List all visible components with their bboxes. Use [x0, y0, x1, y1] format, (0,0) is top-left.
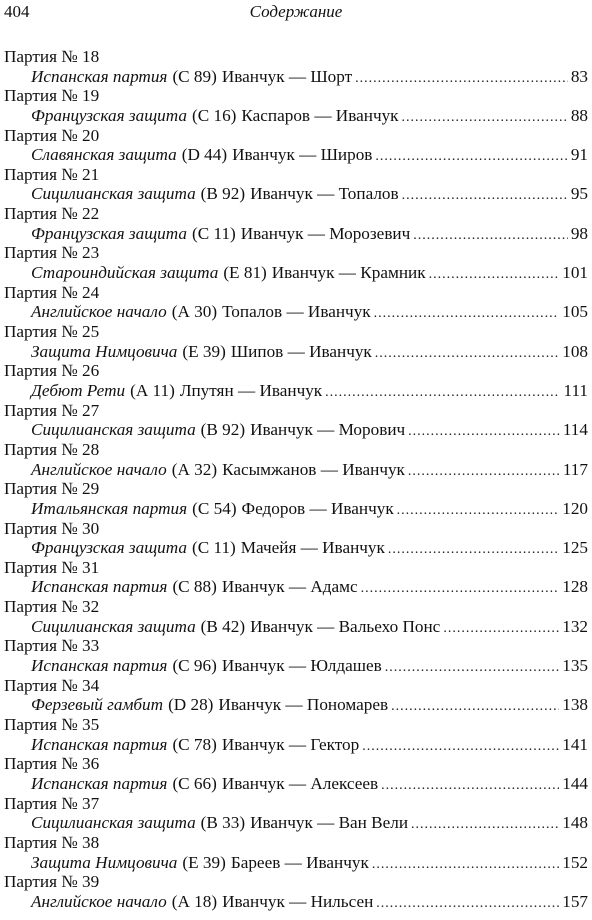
opening-name: Французская защита [31, 105, 187, 125]
toc-entry [4, 47, 588, 86]
game-number: Партия № 19 [4, 86, 100, 106]
game-details [4, 735, 588, 755]
players: Иванчук — Гектор [221, 734, 360, 754]
dot-leader [376, 894, 559, 914]
page-reference: 132 [562, 616, 588, 636]
dot-leader [408, 422, 560, 442]
opening-name: Испанская партия [31, 773, 168, 793]
eco-code: (С 54) [192, 498, 237, 518]
game-details [4, 813, 588, 833]
toc-entry [4, 597, 588, 636]
game-number: Партия № 23 [4, 243, 100, 263]
eco-code: (D 44) [181, 145, 228, 165]
toc-entry [4, 519, 588, 558]
eco-code: (С 11) [192, 223, 236, 243]
dot-leader [388, 540, 559, 560]
game-details [4, 617, 588, 637]
players: Иванчук — Нильсен [222, 891, 374, 911]
game-number: Партия № 36 [4, 754, 100, 774]
game-number: Партия № 34 [4, 675, 100, 695]
page-reference: 148 [562, 813, 588, 833]
game-number: Партия № 18 [4, 47, 100, 66]
players: Касымжанов — Иванчук [222, 459, 405, 479]
dot-leader [355, 69, 568, 89]
players: Иванчук — Вальехо Понс [250, 616, 441, 636]
players: Иванчук — Адамс [221, 577, 358, 597]
toc-entry [4, 361, 588, 400]
players: Иванчук — Морозевич [240, 223, 411, 243]
game-details [4, 106, 588, 126]
page-reference: 114 [562, 420, 588, 440]
toc-entry [4, 872, 588, 911]
game-number: Партия № 30 [4, 518, 100, 538]
opening-name: Французская защита [31, 223, 187, 243]
page-reference: 135 [562, 656, 588, 676]
game-details [4, 460, 588, 480]
dot-leader [362, 737, 559, 757]
game-number: Партия № 33 [4, 636, 100, 656]
dot-leader [411, 815, 559, 835]
players: Лпутян — Иванчук [179, 380, 323, 400]
opening-name: Защита Нимцовича [31, 852, 178, 872]
page-reference: 111 [563, 380, 588, 400]
page-number: 404 [4, 2, 30, 21]
toc-entry [4, 715, 588, 754]
game-number: Партия № 20 [4, 125, 100, 145]
toc-entry [4, 558, 588, 597]
game-details [4, 577, 588, 597]
dot-leader [397, 501, 560, 521]
opening-name: Сицилианская защита [31, 184, 196, 204]
page-reference: 152 [562, 852, 588, 872]
players: Иванчук — Ван Вели [250, 813, 409, 833]
players: Иванчук — Шорт [221, 66, 353, 86]
players: Топалов — Иванчук [222, 302, 371, 322]
dot-leader [402, 186, 568, 206]
toc-entry [4, 794, 588, 833]
players: Иванчук — Морович [250, 420, 406, 440]
game-number: Партия № 38 [4, 832, 100, 852]
eco-code: (А 11) [130, 380, 175, 400]
game-details [4, 695, 588, 715]
eco-code: (С 78) [172, 734, 217, 754]
toc-entry [4, 322, 588, 361]
eco-code: (Е 39) [182, 341, 226, 361]
toc-entry [4, 283, 588, 322]
eco-code: (В 42) [200, 616, 246, 636]
dot-leader [413, 226, 568, 246]
game-details [4, 145, 588, 165]
game-details [4, 263, 588, 283]
eco-code: (С 88) [172, 577, 217, 597]
toc-entry [4, 440, 588, 479]
players: Бареев — Иванчук [230, 852, 369, 872]
game-details [4, 420, 588, 440]
opening-name: Испанская партия [31, 577, 168, 597]
game-details [4, 656, 588, 676]
dot-leader [372, 855, 559, 875]
opening-name: Испанская партия [31, 656, 168, 676]
opening-name: Сицилианская защита [31, 813, 196, 833]
toc-entry [4, 754, 588, 793]
eco-code: (С 89) [172, 66, 217, 86]
eco-code: (Е 39) [182, 852, 226, 872]
dot-leader [325, 383, 560, 403]
game-number: Партия № 24 [4, 282, 100, 302]
game-number: Партия № 21 [4, 164, 100, 184]
game-details [4, 67, 588, 87]
players: Иванчук — Топалов [250, 184, 399, 204]
dot-leader [361, 579, 560, 599]
game-details [4, 224, 588, 244]
page-reference: 91 [570, 145, 588, 165]
opening-name: Английское начало [31, 459, 167, 479]
opening-name: Дебют Рети [31, 380, 126, 400]
dot-leader [375, 147, 567, 167]
opening-name: Итальянская партия [31, 498, 188, 518]
page-header [0, 2, 592, 26]
game-number: Партия № 31 [4, 557, 100, 577]
eco-code: (D 28) [168, 695, 214, 715]
game-details [4, 853, 588, 873]
game-number: Партия № 26 [4, 361, 100, 381]
opening-name: Сицилианская защита [31, 616, 196, 636]
dot-leader [385, 658, 560, 678]
toc-entry [4, 204, 588, 243]
game-details [4, 184, 588, 204]
opening-name: Английское начало [31, 891, 167, 911]
dot-leader [375, 344, 559, 364]
eco-code: (А 18) [171, 891, 218, 911]
toc-entry [4, 86, 588, 125]
dot-leader [408, 462, 560, 482]
running-title: Содержание [249, 2, 343, 21]
players: Каспаров — Иванчук [241, 105, 399, 125]
opening-name: Испанская партия [31, 66, 168, 86]
game-details [4, 302, 588, 322]
page-reference: 105 [562, 302, 588, 322]
eco-code: (С 11) [192, 538, 236, 558]
page-reference: 157 [562, 891, 588, 911]
page-reference: 117 [562, 459, 588, 479]
game-number: Партия № 32 [4, 597, 100, 617]
players: Иванчук — Юлдашев [221, 656, 382, 676]
eco-code: (А 32) [171, 459, 218, 479]
page-reference: 128 [562, 577, 588, 597]
eco-code: (С 96) [172, 656, 217, 676]
dot-leader [391, 697, 559, 717]
toc-entry [4, 401, 588, 440]
page-reference: 125 [562, 538, 588, 558]
toc-entry [4, 243, 588, 282]
page-reference: 83 [570, 66, 588, 86]
dot-leader [402, 108, 568, 128]
opening-name: Староиндийская защита [31, 263, 219, 283]
toc-entry [4, 676, 588, 715]
players: Иванчук — Пономарев [218, 695, 389, 715]
toc-entry [4, 165, 588, 204]
game-details [4, 342, 588, 362]
page-reference: 138 [562, 695, 588, 715]
page-reference: 88 [570, 105, 588, 125]
game-details [4, 892, 588, 912]
game-details [4, 499, 588, 519]
dot-leader [374, 304, 560, 324]
players: Шипов — Иванчук [230, 341, 372, 361]
opening-name: Испанская партия [31, 734, 168, 754]
page-reference: 141 [562, 734, 588, 754]
players: Мачейя — Иванчук [240, 538, 385, 558]
eco-code: (С 16) [192, 105, 237, 125]
dot-leader [429, 265, 560, 285]
eco-code: (С 66) [172, 773, 217, 793]
opening-name: Французская защита [31, 538, 187, 558]
game-number: Партия № 25 [4, 322, 100, 342]
players: Иванчук — Широв [232, 145, 373, 165]
dot-leader [443, 619, 559, 639]
opening-name: Славянская защита [31, 145, 177, 165]
page-reference: 98 [570, 223, 588, 243]
players: Федоров — Иванчук [241, 498, 394, 518]
toc-entry [4, 126, 588, 165]
game-number: Партия № 37 [4, 793, 100, 813]
opening-name: Сицилианская защита [31, 420, 196, 440]
opening-name: Ферзевый гамбит [31, 695, 164, 715]
game-details [4, 538, 588, 558]
opening-name: Английское начало [31, 302, 167, 322]
page-reference: 108 [562, 341, 588, 361]
dot-leader [381, 776, 559, 796]
game-details [4, 774, 588, 794]
page-reference: 120 [562, 498, 588, 518]
table-of-contents [4, 47, 588, 912]
players: Иванчук — Алексеев [221, 773, 379, 793]
game-number: Партия № 35 [4, 715, 100, 735]
game-number: Партия № 27 [4, 400, 100, 420]
eco-code: (В 33) [200, 813, 246, 833]
page-reference: 101 [562, 263, 588, 283]
page-reference: 144 [562, 773, 588, 793]
game-number: Партия № 28 [4, 439, 100, 459]
toc-entry [4, 833, 588, 872]
game-details [4, 381, 588, 401]
players: Иванчук — Крамник [271, 263, 426, 283]
page-reference: 95 [570, 184, 588, 204]
game-number: Партия № 22 [4, 204, 100, 224]
toc-entry [4, 636, 588, 675]
eco-code: (В 92) [200, 184, 246, 204]
game-number: Партия № 29 [4, 479, 100, 499]
eco-code: (А 30) [171, 302, 218, 322]
eco-code: (Е 81) [223, 263, 267, 283]
game-number: Партия № 39 [4, 872, 100, 892]
toc-entry [4, 479, 588, 518]
eco-code: (В 92) [200, 420, 246, 440]
opening-name: Защита Нимцовича [31, 341, 178, 361]
